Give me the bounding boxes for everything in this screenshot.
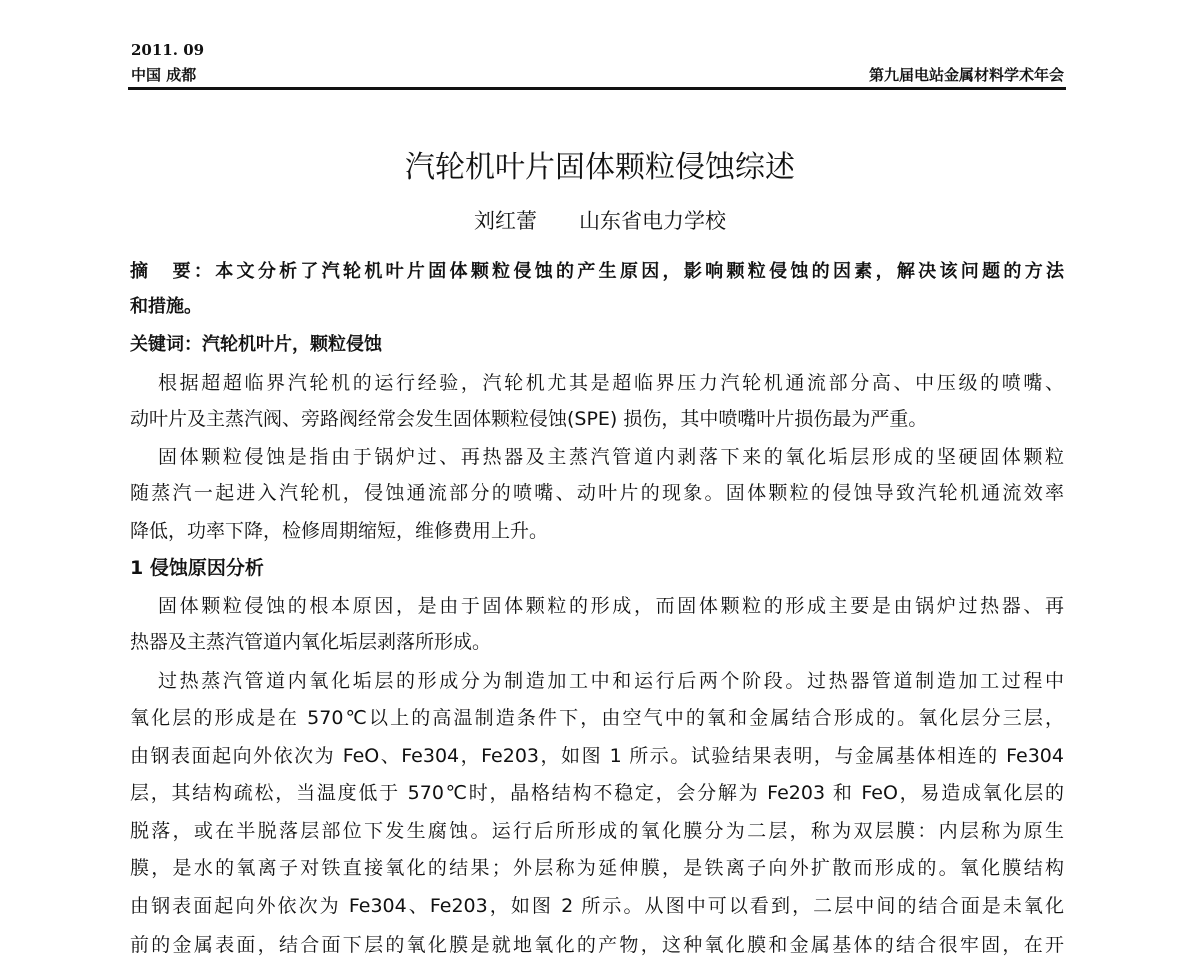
abstract-line: 摘 要：本文分析了汽轮机叶片固体颗粒侵蚀的产生原因，影响颗粒侵蚀的因素，解决该问题的方法 (130, 261, 1064, 282)
body-line: 氧化层的形成是在 570℃以上的高温制造条件下，由空气中的氧和金属结合形成的。氧化层分三层， (130, 707, 1064, 729)
paper-title: 汽轮机叶片固体颗粒侵蚀综述 (405, 150, 795, 185)
body-line: 动叶片及主蒸汽阀、旁路阀经常会发生固体颗粒侵蚀(SPE) 损伤，其中喷嘴叶片损伤最为严重。 (130, 408, 928, 430)
section-heading: 1 侵蚀原因分析 (130, 557, 264, 579)
header-conference: 第九届电站金属材料学术年会 (868, 66, 1064, 84)
header-date: 2011. 09 (131, 41, 205, 59)
body-line: 由钢表面起向外依次为 Fe304、Fe203，如图 2 所示。从图中可以看到，二层中间的结合面是未氧化 (130, 895, 1064, 917)
body-line: 热器及主蒸汽管道内氧化垢层剥落所形成。 (130, 631, 492, 653)
body-line: 脱落，或在半脱落层部位下发生腐蚀。运行后所形成的氧化膜分为二层，称为双层膜：内层称为原生 (130, 820, 1064, 842)
body-line: 前的金属表面，结合面下层的氧化膜是就地氧化的产物，这种氧化膜和金属基体的结合很牢固，在开 (130, 934, 1064, 956)
abstract-line: 和措施。 (130, 296, 202, 317)
body-line: 层，其结构疏松，当温度低于 570℃时，晶格结构不稳定，会分解为 Fe203 和 FeO，易造成氧化层的 (130, 782, 1064, 804)
body-line: 随蒸汽一起进入汽轮机，侵蚀通流部分的喷嘴、动叶片的现象。固体颗粒的侵蚀导致汽轮机通流效率 (130, 482, 1064, 504)
body-line: 固体颗粒侵蚀是指由于锅炉过、再热器及主蒸汽管道内剥落下来的氧化垢层形成的坚硬固体颗粒 (158, 446, 1064, 468)
header-location: 中国 成都 (131, 66, 197, 84)
body-line: 过热蒸汽管道内氧化垢层的形成分为制造加工中和运行后两个阶段。过热器管道制造加工过程中 (158, 670, 1064, 692)
keywords: 关键词：汽轮机叶片，颗粒侵蚀 (130, 334, 382, 355)
header-rule (128, 87, 1066, 90)
body-line: 固体颗粒侵蚀的根本原因，是由于固体颗粒的形成，而固体颗粒的形成主要是由锅炉过热器、再 (158, 595, 1064, 617)
body-line: 降低，功率下降，检修周期缩短，维修费用上升。 (130, 520, 549, 542)
author-affiliation: 刘红蕾 山东省电力学校 (474, 209, 726, 233)
body-line: 根据超超临界汽轮机的运行经验，汽轮机尤其是超临界压力汽轮机通流部分高、中压级的喷嘴、 (158, 372, 1064, 394)
body-line: 由钢表面起向外依次为 FeO、Fe304，Fe203，如图 1 所示。试验结果表明，与金属基体相连的 Fe304 (130, 745, 1064, 767)
body-line: 膜，是水的氧离子对铁直接氧化的结果；外层称为延伸膜，是铁离子向外扩散而形成的。氧化膜结构 (130, 857, 1064, 879)
